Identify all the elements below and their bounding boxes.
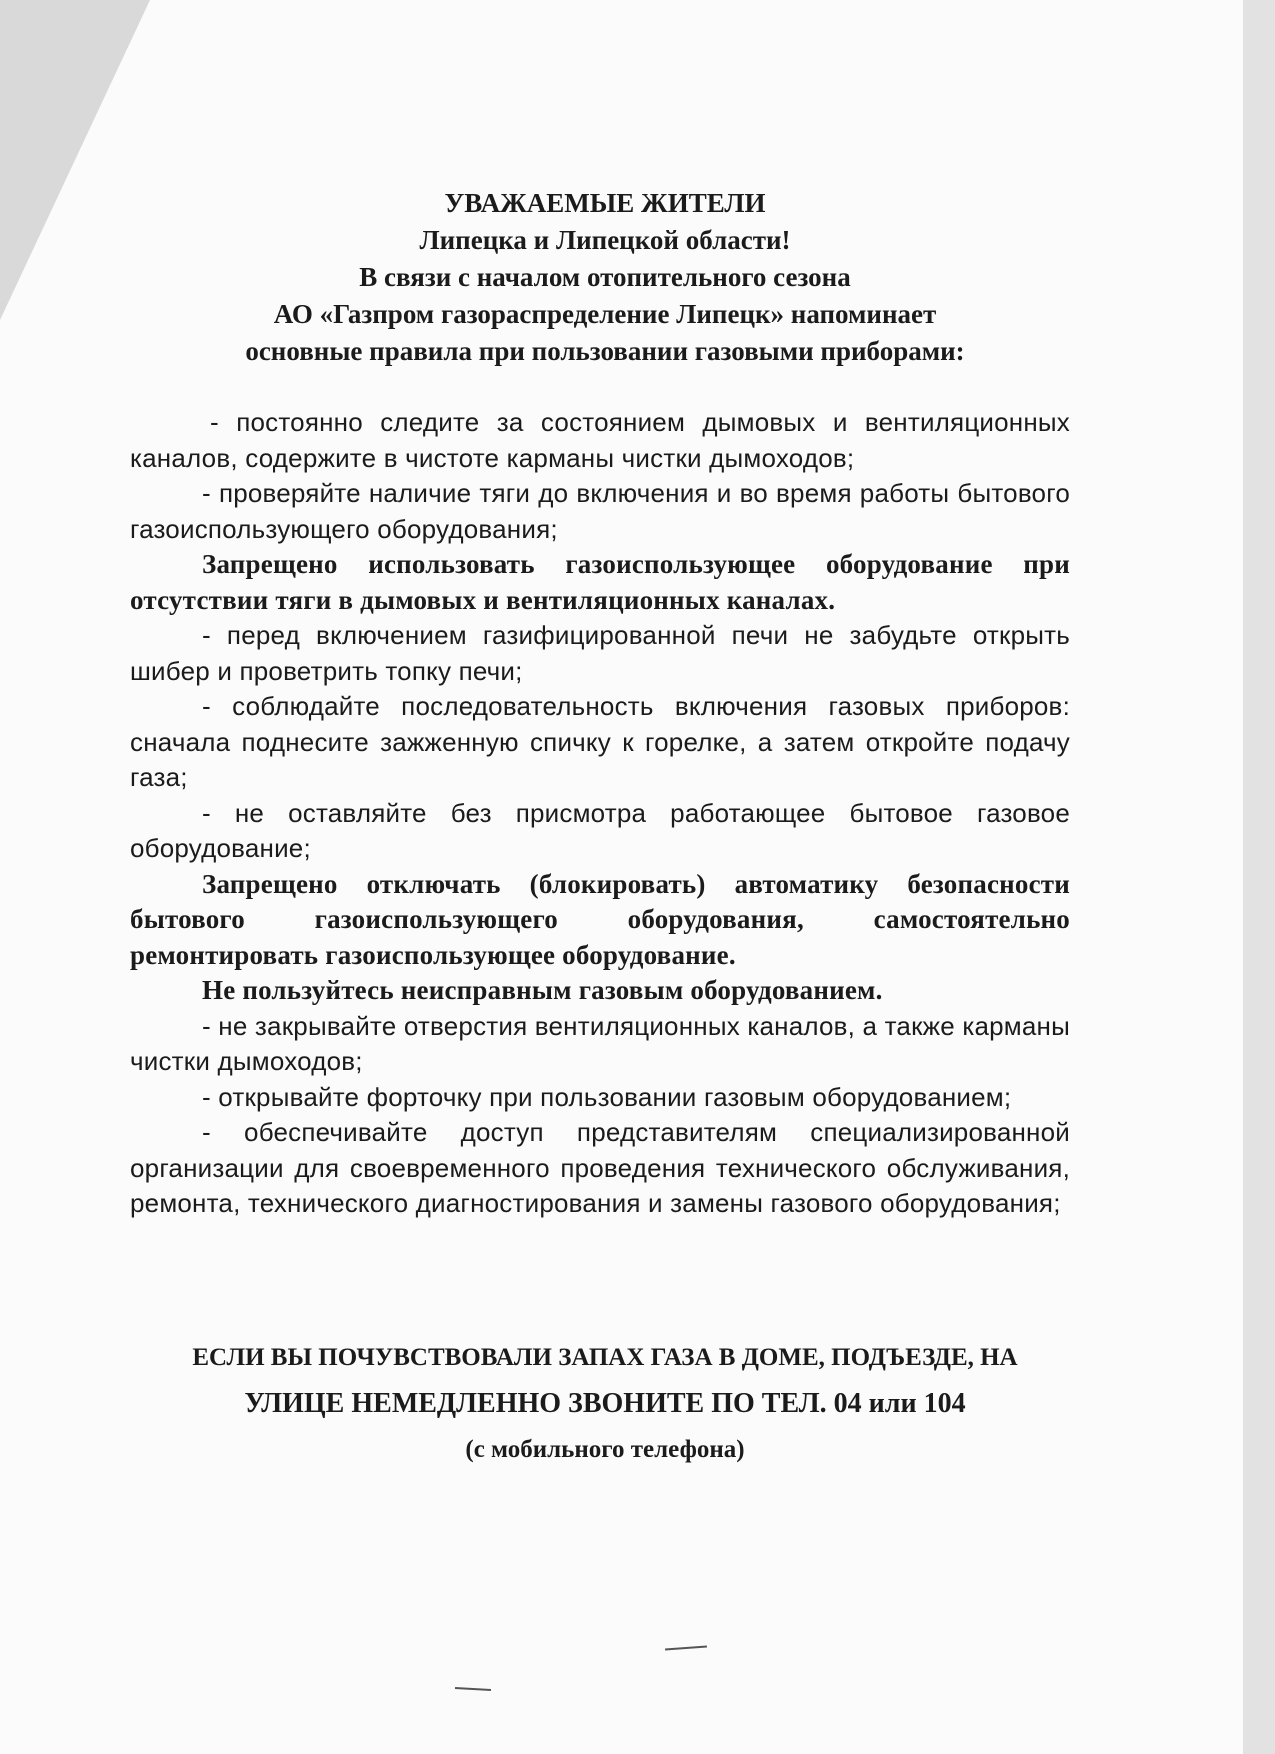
prohibition-paragraph: Запрещено отключать (блокировать) автоматику безопасности бытового газоиспользующего оборудования, самостоятельно ремонтировать газоиспользующее оборудование. <box>130 868 1070 970</box>
prohibition-paragraph: Не пользуйтесь неисправным газовым оборудованием. <box>202 975 883 1005</box>
header-line-5: основные правила при пользовании газовыми приборами: <box>245 336 965 366</box>
rules-body <box>130 405 1070 1222</box>
rule-paragraph: - не оставляйте без присмотра работающее бытовое газовое оборудование; <box>130 797 1070 863</box>
pen-mark <box>665 1646 707 1651</box>
header-line-2: Липецка и Липецкой области! <box>419 225 791 255</box>
emergency-line-1: ЕСЛИ ВЫ ПОЧУВСТВОВАЛИ ЗАПАХ ГАЗА В ДОМЕ, ПОДЪЕЗДЕ, НА <box>192 1344 1018 1371</box>
rule-paragraph: - не закрывайте отверстия вентиляционных каналов, а также карманы чистки дымоходов; <box>130 1010 1070 1076</box>
header-line-1: УВАЖАЕМЫЕ ЖИТЕЛИ <box>444 188 766 218</box>
prohibition-paragraph: Запрещено использовать газоиспользующее оборудование при отсутствии тяги в дымовых и вентиляционных каналах. <box>130 549 1070 615</box>
emergency-line-3: (с мобильного телефона) <box>465 1436 745 1463</box>
emergency-notice <box>130 1335 1080 1473</box>
rule-paragraph: - соблюдайте последовательность включения газовых приборов: сначала поднесите зажженную спичку к горелке, а затем откройте подачу газа; <box>130 691 1070 792</box>
folded-corner <box>0 0 150 320</box>
rule-paragraph: - обеспечивайте доступ представителям специализированной организации для своевременного проведения технического обслуживания, ремонта, технического диагностирования и замены газового оборудования; <box>130 1117 1070 1218</box>
scan-edge <box>1243 0 1275 1754</box>
rule-paragraph: - перед включением газифицированной печи не забудьте открыть шибер и проветрить топку печи; <box>130 620 1070 686</box>
emergency-phone-line: УЛИЦЕ НЕМЕДЛЕННО ЗВОНИТЕ ПО ТЕЛ. 04 или 104 <box>244 1388 966 1419</box>
rule-paragraph: - открывайте форточку при пользовании газовым оборудованием; <box>202 1081 1012 1112</box>
pen-mark <box>455 1687 491 1691</box>
header-line-4: АО «Газпром газораспределение Липецк» напоминает <box>273 299 937 329</box>
rule-paragraph: - постоянно следите за состоянием дымовых и вентиляционных каналов, содержите в чистоте карманы чистки дымоходов; <box>130 407 1070 473</box>
rule-paragraph: - проверяйте наличие тяги до включения и во время работы бытового газоиспользующего оборудования; <box>130 478 1070 544</box>
notice-header <box>130 185 1080 370</box>
header-line-3: В связи с началом отопительного сезона <box>359 262 851 292</box>
